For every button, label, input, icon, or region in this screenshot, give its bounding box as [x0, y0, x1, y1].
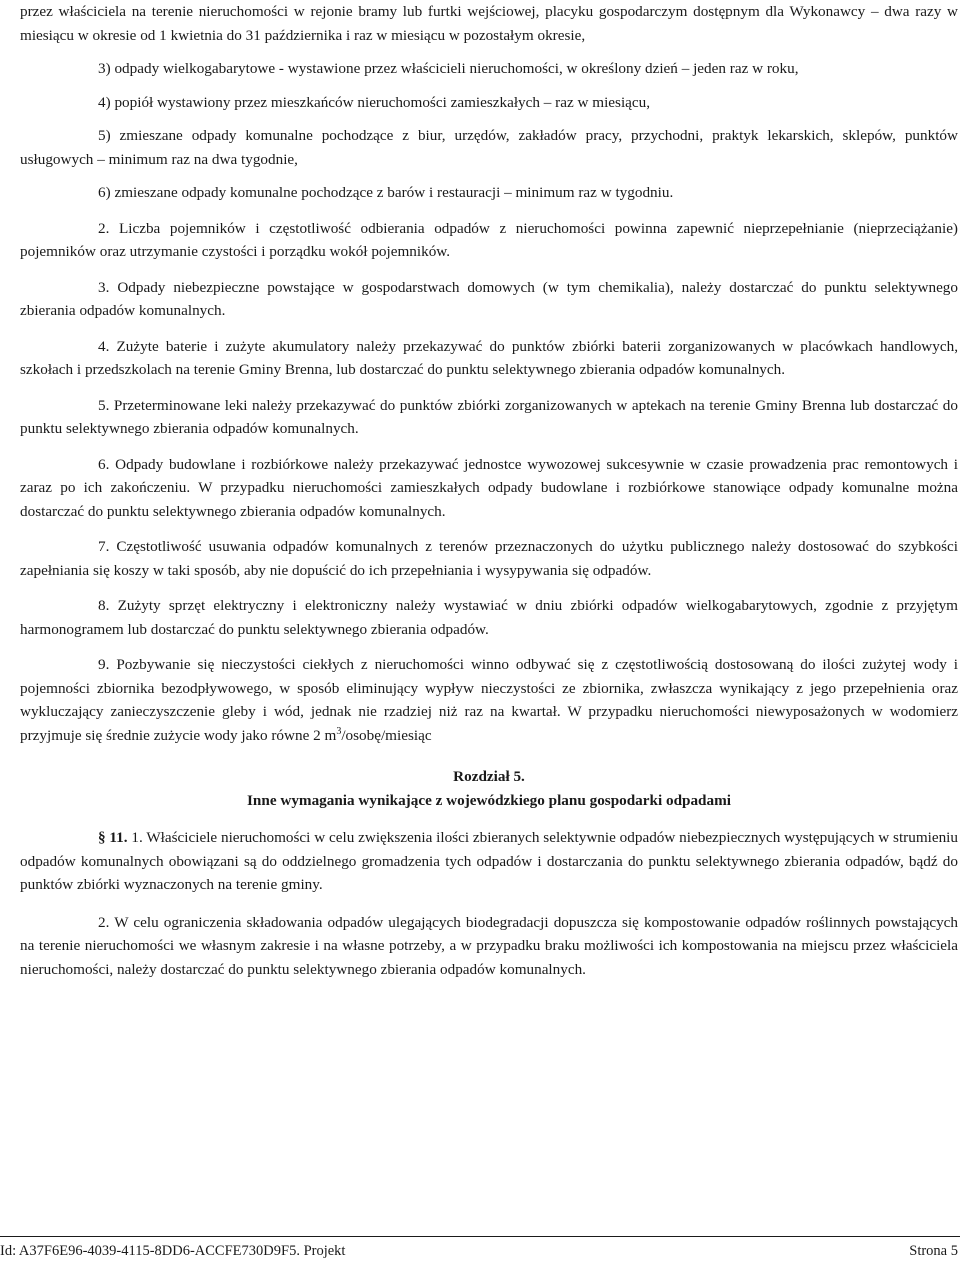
paragraph-7: 7. Częstotliwość usuwania odpadów komunalnych z terenów przeznaczonych do użytku publicznego należy dostosować do szybkości zapełniania się koszy w taki sposób, aby nie dopuścić do ich przepełniania i wysypywania się odpadów.: [20, 538, 958, 579]
paragraph-4: 4. Zużyte baterie i zużyte akumulatory należy przekazywać do punktów zbiórki baterii zorganizowanych w placówkach handlowych, szkołach i przedszkolach na terenie Gminy Brenna, lub dostarczać do punktu selektywnego zbierania odpadów komunalnych.: [20, 337, 958, 378]
paragraph-9: [20, 653, 958, 747]
list-item-3: 3) odpady wielkogabarytowe - wystawione przez właścicieli nieruchomości, w określony dzień – jeden raz w roku,: [98, 60, 799, 77]
chapter-title: Inne wymagania wynikające z wojewódzkiego planu gospodarki odpadami: [247, 791, 731, 809]
section-11-paragraph-1: [20, 826, 958, 897]
list-item-4: 4) popiół wystawiony przez mieszkańców nieruchomości zamieszkałych – raz w miesiącu,: [98, 93, 651, 111]
footer-divider: [0, 1236, 960, 1237]
paragraph-2: 2. Liczba pojemników i częstotliwość odbierania odpadów z nieruchomości powinna zapewnić nieprzepełnianie (nieprzeciążanie) pojemników oraz utrzymanie czystości i porządku wokół pojemników.: [20, 219, 958, 260]
document-body: [20, 0, 958, 981]
paragraph-6: 6. Odpady budowlane i rozbiórkowe należy przekazywać jednostce wywozowej sukcesywnie w czasie prowadzenia prac remontowych i zaraz po ich zakończeniu. W przypadku nieruchomości zamieszkałych odpady budowlane i rozbiórkowe stanowiące odpady komunalne można dostarczać do punktu selektywnego zbierania odpadów komunalnych.: [20, 455, 958, 520]
page-footer: [0, 1242, 958, 1260]
paragraph-3: 3. Odpady niebezpieczne powstające w gospodarstwach domowych (w tym chemikalia), należy dostarczać do punktu selektywnego zbierania odpadów komunalnych.: [20, 278, 958, 319]
superscript-3: 3: [336, 725, 342, 737]
list-item-6: 6) zmieszane odpady komunalne pochodzące z barów i restauracji – minimum raz w tygodniu.: [98, 184, 674, 201]
paragraph-9-text: 9. Pozbywanie się nieczystości ciekłych z nieruchomości winno odbywać się z częstotliwością dostosowaną do ilości zużytej wody i pojemności zbiornika bezodpływowego, w sposób eliminujący wypływ nieczystości ze zbiornika, zwłaszcza wynikający z jego przepełnienia oraz wykluczający zanieczyszczenie gleby i wód, jednak nie rzadziej niż raz na kwartał. W przypadku nieruchomości niewyposażonych w wodomierz przyjmuje się średnie zużycie wody jako równe 2 m: [20, 656, 958, 744]
paragraph-5: 5. Przeterminowane leki należy przekazywać do punktów zbiórki zorganizowanych w aptekach na terenie Gminy Brenna lub dostarczać do punktu selektywnego zbierania odpadów komunalnych.: [20, 396, 958, 437]
page-number: Strona 5: [909, 1243, 958, 1259]
list-item-5: 5) zmieszane odpady komunalne pochodzące z biur, urzędów, zakładów pracy, przychodni, praktyk lekarskich, sklepów, punktów usługowych – minimum raz na dwa tygodnie,: [20, 127, 958, 168]
chapter-heading: [20, 765, 958, 812]
paragraph-9-tail: /osobę/miesiąc: [341, 726, 432, 744]
paragraph-8: 8. Zużyty sprzęt elektryczny i elektroniczny należy wystawiać w dniu zbiórki odpadów wielkogabarytowych, zgodnie z przyjętym harmonogramem lub dostarczać do punktu selektywnego zbierania odpadów.: [20, 597, 958, 638]
section-11-para-1-text: 1. Właściciele nieruchomości w celu zwiększenia ilości zbieranych selektywnie odpadów niebezpiecznych występujących w strumieniu odpadów komunalnych obowiązani są do oddzielnego gromadzenia tych odpadów i dostarczania do punktu selektywnego zbierania odpadów, bądź do punktów zbiórki wyznaczonych na terenie gminy.: [20, 829, 958, 893]
section-11-paragraph-2: 2. W celu ograniczenia składowania odpadów ulegających biodegradacji dopuszcza się kompostowanie odpadów roślinnych powstających na terenie nieruchomości we własnym zakresie i na własne potrzeby, a w przypadku braku możliwości ich kompostowania na miejscu przez właściciela nieruchomości, należy dostarczać do punktu selektywnego zbierania odpadów komunalnych.: [20, 913, 958, 978]
section-11-label: § 11.: [98, 829, 128, 846]
paragraph-continuation: przez właściciela na terenie nieruchomości w rejonie bramy lub furtki wejściowej, placyku gospodarczym dostępnym dla Wykonawcy – dwa razy w miesiącu w okresie od 1 kwietnia do 31 października i raz w miesiącu w pozostałym okresie,: [20, 3, 958, 44]
document-id: Id: A37F6E96-4039-4115-8DD6-ACCFE730D9F5. Projekt: [0, 1243, 346, 1259]
chapter-number: Rozdział 5.: [453, 768, 525, 785]
